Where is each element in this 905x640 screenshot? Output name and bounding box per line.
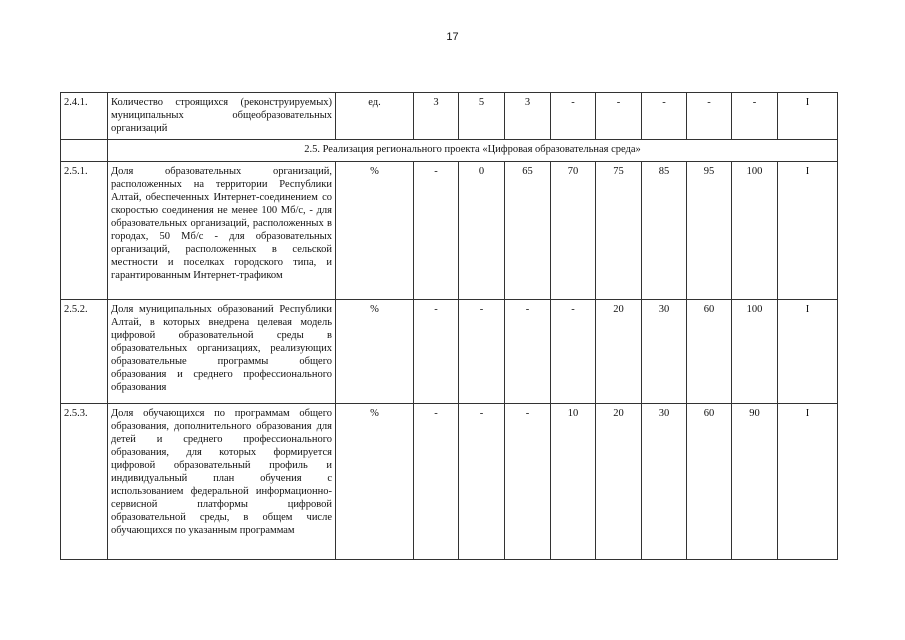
table-row <box>61 404 838 560</box>
indicator-description: Доля образовательных организаций, расположенных на территории Республики Алтай, обеспеченных Интернет-соединением со скоростью соединения не менее 100 Мб/с, - для образовательных организаций, расположенных в городах, 50 Мб/с - для образовательных организаций, расположенных в сельской местности и поселках городского типа, и гарантированным Интернет-трафиком <box>108 162 336 300</box>
value-cell: - <box>459 300 505 404</box>
row-number: 2.4.1. <box>61 93 108 140</box>
value-cell: 100 <box>732 300 778 404</box>
value-cell: 3 <box>414 93 459 140</box>
source-cell: I <box>778 404 838 560</box>
value-cell: 10 <box>551 404 596 560</box>
indicator-description: Количество строящихся (реконструируемых) муниципальных общеобразовательных организаций <box>108 93 336 140</box>
value-cell: - <box>505 300 551 404</box>
table-row <box>61 300 838 404</box>
indicators-table <box>60 92 838 560</box>
section-title: 2.5. Реализация регионального проекта «Цифровая образовательная среда» <box>108 140 838 162</box>
value-cell: 65 <box>505 162 551 300</box>
value-cell: 90 <box>732 404 778 560</box>
source-cell: I <box>778 93 838 140</box>
value-cell: - <box>505 404 551 560</box>
value-cell: 60 <box>687 300 732 404</box>
value-cell: 95 <box>687 162 732 300</box>
source-cell: I <box>778 300 838 404</box>
value-cell: - <box>642 93 687 140</box>
row-number: 2.5.1. <box>61 162 108 300</box>
value-cell: 3 <box>505 93 551 140</box>
value-cell: 85 <box>642 162 687 300</box>
value-cell: 70 <box>551 162 596 300</box>
unit-cell: % <box>336 162 414 300</box>
value-cell: - <box>414 300 459 404</box>
source-cell: I <box>778 162 838 300</box>
value-cell: - <box>551 93 596 140</box>
row-number: 2.5.2. <box>61 300 108 404</box>
indicator-description: Доля муниципальных образований Республики Алтай, в которых внедрена целевая модель цифровой образовательной среды в образовательных организациях, реализующих образовательные программы общего образования и среднего профессионального образования <box>108 300 336 404</box>
table-row <box>61 93 838 140</box>
value-cell: 75 <box>596 162 642 300</box>
value-cell: 30 <box>642 404 687 560</box>
value-cell: 60 <box>687 404 732 560</box>
value-cell: - <box>732 93 778 140</box>
row-number: 2.5.3. <box>61 404 108 560</box>
value-cell: 5 <box>459 93 505 140</box>
value-cell: - <box>687 93 732 140</box>
page-number: 17 <box>446 31 459 43</box>
section-row <box>61 140 838 162</box>
indicator-description: Доля обучающихся по программам общего образования, дополнительного образования для детей и среднего профессионального образования, для которых формируется цифровой образовательный профиль и индивидуальный план обучения с использованием федеральной информационно-сервисной платформы цифровой образовательной среды, в общем числе обучающихся по указанным программам <box>108 404 336 560</box>
value-cell: 20 <box>596 300 642 404</box>
value-cell: - <box>596 93 642 140</box>
table-row <box>61 162 838 300</box>
section-number-cell <box>61 140 108 162</box>
value-cell: 0 <box>459 162 505 300</box>
unit-cell: ед. <box>336 93 414 140</box>
value-cell: - <box>414 162 459 300</box>
unit-cell: % <box>336 300 414 404</box>
unit-cell: % <box>336 404 414 560</box>
value-cell: - <box>551 300 596 404</box>
value-cell: - <box>459 404 505 560</box>
value-cell: - <box>414 404 459 560</box>
value-cell: 20 <box>596 404 642 560</box>
value-cell: 30 <box>642 300 687 404</box>
value-cell: 100 <box>732 162 778 300</box>
